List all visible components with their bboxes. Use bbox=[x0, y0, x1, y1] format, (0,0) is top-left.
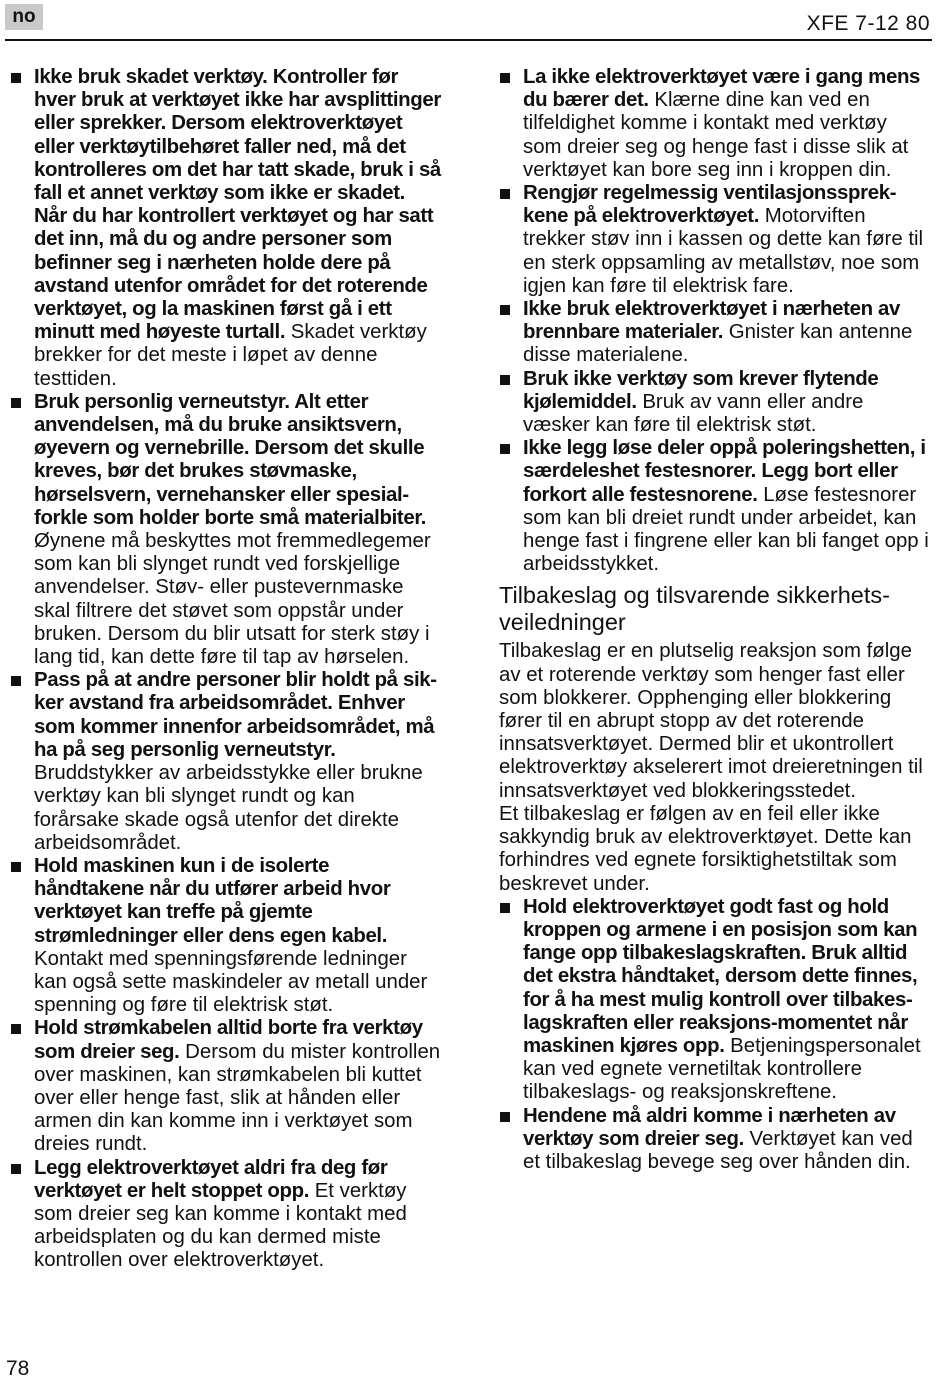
safety-item-normal-text: Bruk av vann eller andre væsker kan føre til elektrisk støt. bbox=[523, 390, 864, 437]
safety-item-normal-text: Verktøyet kan ved et tilbakeslag bevege seg over hånden din. bbox=[523, 1127, 913, 1173]
safety-item-bold-text: La ikke elektroverktøyet være i gang mens du bærer det. bbox=[523, 66, 921, 112]
language-badge: no bbox=[5, 4, 43, 30]
safety-item-bold-text: Bruk ikke verktøy som krever flytende kjølemiddel. bbox=[523, 367, 879, 413]
safety-item-damaged-tool bbox=[10, 66, 442, 391]
safety-item-protective-equipment bbox=[10, 391, 442, 669]
page-number: 78 bbox=[6, 1357, 30, 1380]
safety-item-normal-text: Skadet verktøy brekker for det meste i løpet av denne testtiden. bbox=[34, 321, 427, 390]
safety-item-ventilation bbox=[499, 182, 929, 298]
safety-item-hands-away bbox=[499, 1105, 929, 1175]
safety-item-bold-text: Rengjør regelmessig ventilasjonssprekkene på elektroverktøyet. bbox=[523, 182, 897, 228]
safety-item-normal-text: Øynene må beskyttes mot fremmedlegemer som kan bli slynget rundt ved forskjellige anvendelser. Støv- eller pustevernmaske skal filtrere det støvet som oppstår under bruken. Dersom du blir utsatt for sterk støy i lang tid, kan dette føre til tap av hørselen. bbox=[34, 530, 431, 669]
safety-item-hold-firmly bbox=[499, 896, 929, 1105]
safety-item-normal-text: Gnister kan antenne disse materialene. bbox=[523, 321, 913, 367]
safety-item-bold-text: Hold strømkabelen alltid borte fra verktøy som dreier seg. bbox=[34, 1017, 423, 1063]
safety-item-safe-distance bbox=[10, 669, 442, 855]
safety-item-normal-text: Motorviften trekker støv inn i kassen og dette kan føre til en sterk oppsamling av metallstøv, noe som igjen kan føre til elektrisk fare. bbox=[523, 205, 924, 297]
safety-item-bold-text: Hold maskinen kun i de isolerte håndtakene når du utfører arbeid hvor verktøyet kan treffe på gjemte strømledninger eller dens egen kabel. bbox=[34, 854, 391, 947]
model-number: XFE 7-12 80 bbox=[806, 12, 930, 35]
safety-item-bold-text: Legg elektroverktøyet aldri fra deg før verktøyet er helt stoppet opp. bbox=[34, 1156, 388, 1202]
safety-item-normal-text: Dersom du mister kontrollen over maskinen, kan strømkabelen bli kuttet over eller henge fast, slik at hånden eller armen din kan komme inn i verktøyet som dreies rundt. bbox=[34, 1040, 441, 1156]
safety-item-power-cable bbox=[10, 1017, 442, 1156]
safety-item-coolant bbox=[499, 368, 929, 438]
safety-item-loose-parts bbox=[499, 437, 929, 576]
safety-item-bold-text: Ikke bruk elektroverktøyet i nærheten av brennbare materialer. bbox=[523, 298, 900, 344]
section-paragraph: Et tilbakeslag er følgen av en feil eller ikke sakkyndig bruk av elektroverktøyet. Dette kan forhindres ved egnete forsiktighetstiltak som beskrevet under. bbox=[499, 802, 912, 895]
safety-item-bold-text: Ikke bruk skadet verktøy. Kontroller før hver bruk at verktøyet ikke har avsplittinger eller sprekker. Dersom elektroverktøyet eller verktøytilbehøret faller ned, må det kontrolleres om det har tatt skade, bruk i så fall et annet verktøy som ikke er skadet. Når du har kontrollert verktøyet og har satt det inn, må du og andre personer som befinner seg i nærheten holde dere på avstand utenfor området for det roterende verktøyet, og la maskinen først gå i ett minutt med høyeste turtall. bbox=[34, 66, 441, 344]
section-paragraph: Tilbakeslag er en plutselig reaksjon som følge av et roterende verktøy som henger fast eller som blokkerer. Opphenging eller blokkering fører til en abrupt stopp av det roterende innsatsverktøyet. Dermed blir et ukontrollert elektroverktøy akselerert imot dreieretningen til innsatsverktøyet ved blokkeringsstedet. bbox=[499, 640, 923, 802]
safety-item-flammable bbox=[499, 298, 929, 368]
safety-item-bold-text: Hendene må aldri komme i nærheten av verktøy som dreier seg. bbox=[523, 1104, 896, 1150]
safety-item-bold-text: Ikke legg løse deler oppå poleringshetten, i særdeleshet festesnorer. Legg bort eller forkort alle festesnorene. bbox=[523, 437, 926, 506]
left-column bbox=[10, 66, 442, 1273]
safety-item-normal-text: Bruddstykker av arbeidsstykke eller brukne verktøy kan bli slynget rundt og kan forårsake skade også utenfor det direkte arbeidsområdet. bbox=[34, 762, 423, 854]
safety-item-carry-running bbox=[499, 66, 929, 182]
safety-item-normal-text: Kontakt med spenningsførende ledninger kan også sette maskindeler av metall under spenning og føre til elektrisk støt. bbox=[34, 947, 428, 1017]
safety-item-normal-text: Løse festesnorer som kan bli dreiet rundt under arbeidet, kan henge fast i fingrene eller kan bli fanget opp i arbeidsstykket. bbox=[523, 483, 929, 576]
safety-item-bold-text: Pass på at andre personer blir holdt på sikker avstand fra arbeidsområdet. Enhver som kommer innenfor arbeidsområdet, må ha på seg personlig verneutstyr. bbox=[34, 669, 438, 761]
safety-item-normal-text: Klærne dine kan ved en tilfeldighet komme i kontakt med verktøy som dreier seg og henge fast i disse slik at verktøyet kan bore seg inn i kroppen din. bbox=[523, 89, 909, 181]
section-heading: Tilbakeslag og tilsvarende sikkerhetsveiledninger bbox=[499, 582, 890, 636]
safety-item-bold-text: Hold elektroverktøyet godt fast og hold kroppen og armene i en posisjon som kan fange opp tilbakeslagskraften. Bruk alltid det ekstra håndtaket, dersom dette finnes, for å ha mest mulig kontroll over tilbakeslagskraften eller reaksjons-momentet når maskinen kjøres opp. bbox=[523, 895, 918, 1057]
safety-item-normal-text: Betjeningspersonalet kan ved egnete vernetiltak kontrollere tilbakeslags- og reaksjonskreftene. bbox=[523, 1034, 921, 1104]
safety-item-set-down-tool bbox=[10, 1157, 442, 1273]
right-column bbox=[499, 66, 929, 1174]
header-divider bbox=[5, 39, 932, 41]
safety-item-normal-text: Et verktøy som dreier seg kan komme i kontakt med arbeidsplaten og du kan dermed miste kontrollen over elektroverktøyet. bbox=[34, 1179, 407, 1272]
safety-item-insulated-handles bbox=[10, 855, 442, 1017]
safety-item-bold-text: Bruk personlig verneutstyr. Alt etter anvendelsen, må du bruke ansiktsvern, øyevern og vernebrille. Dersom det skulle kreves, bør det brukes støvmaske, hørselsvern, vernehansker eller spesialforkle som holder borte små materialbiter. bbox=[34, 390, 427, 529]
